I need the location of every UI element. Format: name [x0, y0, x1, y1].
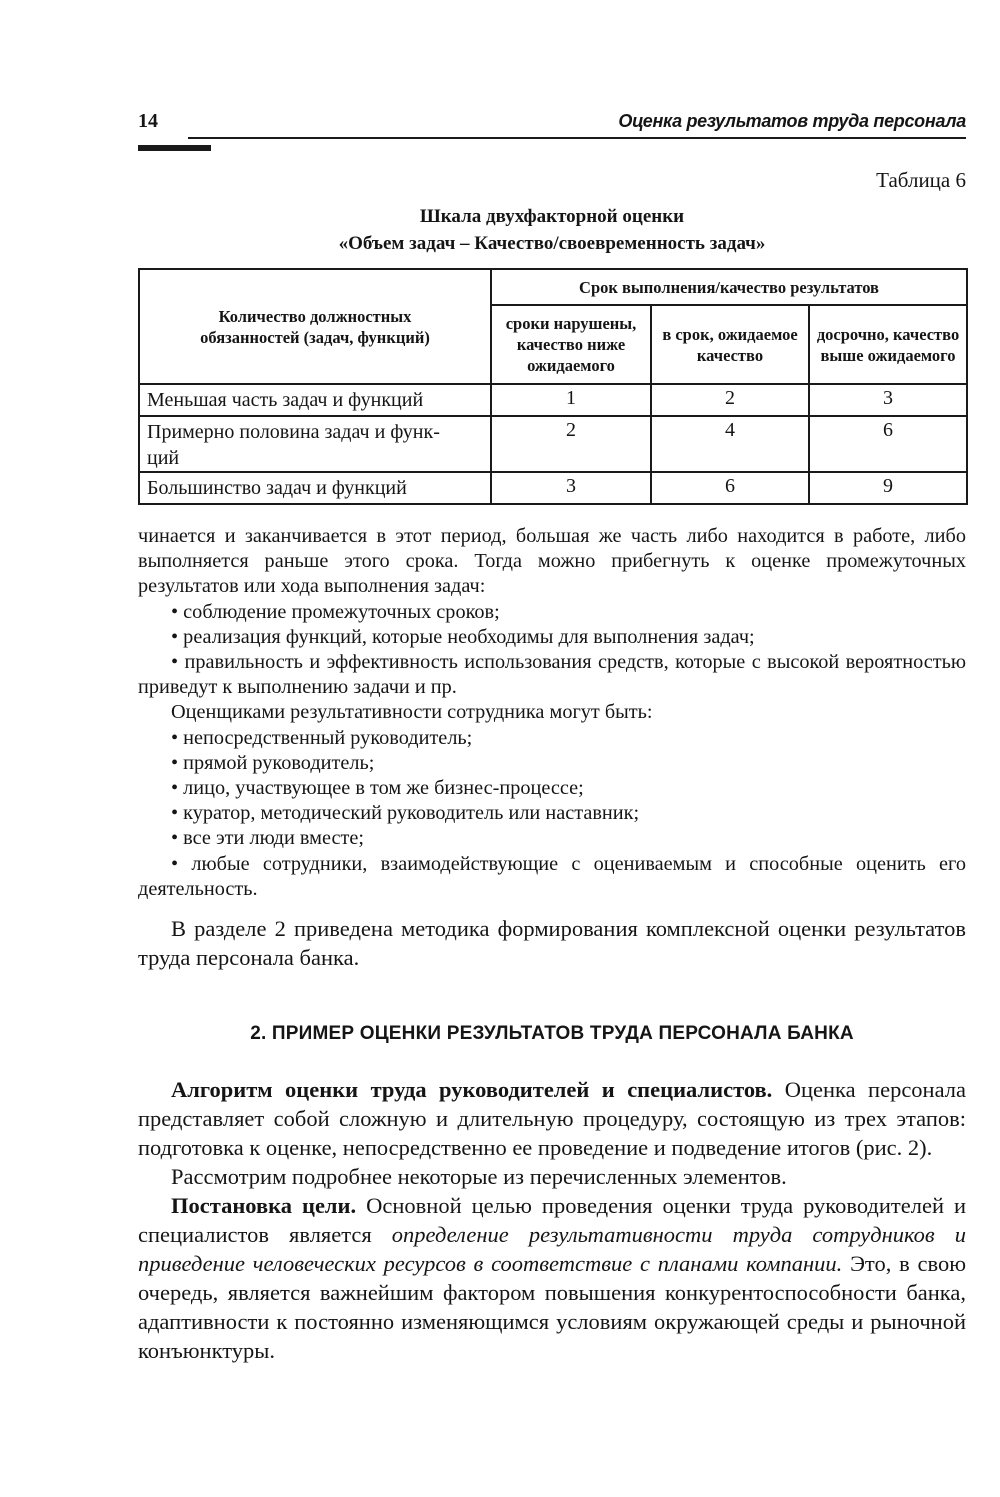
header-rule — [188, 137, 966, 139]
table-title-line2: «Объем задач – Качество/своевременность задач» — [338, 233, 766, 254]
table-label: Таблица 6 — [876, 168, 966, 192]
group-header-cell: Срок выполнения/качество результатов — [491, 269, 967, 305]
cell-value: 3 — [491, 472, 651, 504]
row-header-cell: Количество должностных обязанностей (задач, функций) — [139, 269, 491, 384]
table-title-line1: Шкала двухфакторной оценки — [419, 206, 685, 227]
emphasis-text: определение результативности труда сотрудников и приведение человеческих ресурсов в соответствие с планами компании. — [138, 1222, 966, 1276]
cell-value: 2 — [651, 384, 809, 416]
cell-value: 1 — [491, 384, 651, 416]
column-header-early: досрочно, качество выше ожидаемого — [809, 305, 967, 384]
body-section — [138, 524, 966, 902]
paragraph-text: Оценка персонала представляет собой сложную и длительную процедуру, состоящую из трех этапов: подготовка к оценке, непосредственно ее проведение и подведение итогов (рис. 2). — [138, 1077, 966, 1160]
list-item: • лицо, участвующее в том же бизнес-процессе; — [138, 776, 966, 801]
section-intro — [138, 914, 966, 972]
goal-paragraph — [138, 1191, 966, 1365]
row-label: Большинство задач и функций — [139, 472, 491, 504]
list-item: • прямой руководитель; — [138, 751, 966, 776]
list-item: • любые сотрудники, взаимодействующие с оцениваемым и способные оценить его деятельность. — [138, 852, 966, 902]
page-number: 14 — [138, 110, 158, 132]
algorithm-paragraph — [138, 1075, 966, 1162]
section-body — [138, 1075, 966, 1365]
list-item: • непосредственный руководитель; — [138, 726, 966, 751]
column-header-on-time: в срок, ожидаемое качество — [651, 305, 809, 384]
paragraph-text: Основной целью проведения оценки труда руководителей и специалистов является — [138, 1193, 967, 1247]
list-item: • реализация функций, которые необходимы для выполнения задач; — [138, 625, 966, 650]
column-header-late: сроки нарушены, качество ниже ожидаемого — [491, 305, 651, 384]
paragraph-text: Это, в свою очередь, является важнейшим фактором повышения конкурентоспособности банка, адаптивности к постоянно изменяющимся условиям окружающей среды и рыночной конъюнктуры. — [138, 1251, 967, 1363]
list-item: • соблюдение промежуточных сроков; — [138, 600, 966, 625]
evaluators-intro: Оценщиками результативности сотрудника могут быть: — [171, 701, 653, 724]
table-row — [139, 416, 967, 472]
cell-value: 6 — [809, 416, 967, 472]
consider-paragraph: Рассмотрим подробнее некоторые из перечисленных элементов. — [171, 1164, 787, 1189]
cell-value: 6 — [651, 472, 809, 504]
cell-value: 2 — [491, 416, 651, 472]
cell-value: 4 — [651, 416, 809, 472]
list-item: • правильность и эффективность использования средств, которые с высокой вероятностью приведут к выполнению задачи и пр. — [138, 650, 966, 700]
continuation-paragraph: чинается и заканчивается в этот период, большая же часть либо находится в работе, либо выполняется раньше этого срока. Тогда можно прибегнуть к оценке промежуточных результатов или хода выполнения задач: — [138, 525, 966, 598]
row-label: Примерно половина задач и функ- ций — [139, 416, 491, 472]
list-item: • куратор, методический руководитель или наставник; — [138, 801, 966, 826]
header-rule-block — [138, 145, 211, 151]
table-row — [139, 384, 967, 416]
running-title: Оценка результатов труда персонала — [618, 111, 966, 131]
run-in-heading: Постановка цели. — [171, 1193, 357, 1218]
cell-value: 9 — [809, 472, 967, 504]
list-item: • все эти люди вместе; — [138, 826, 966, 851]
two-factor-scale-table — [138, 268, 968, 505]
section-intro-paragraph: В разделе 2 приведена методика формирования комплексной оценки результатов труда персонала банка. — [138, 916, 966, 970]
table-row — [139, 472, 967, 504]
row-label: Меньшая часть задач и функций — [139, 384, 491, 416]
cell-value: 3 — [809, 384, 967, 416]
table-title — [138, 203, 966, 257]
section-heading: 2. ПРИМЕР ОЦЕНКИ РЕЗУЛЬТАТОВ ТРУДА ПЕРСОНАЛА БАНКА — [250, 1023, 854, 1044]
run-in-heading: Алгоритм оценки труда руководителей и специалистов. — [171, 1077, 773, 1102]
